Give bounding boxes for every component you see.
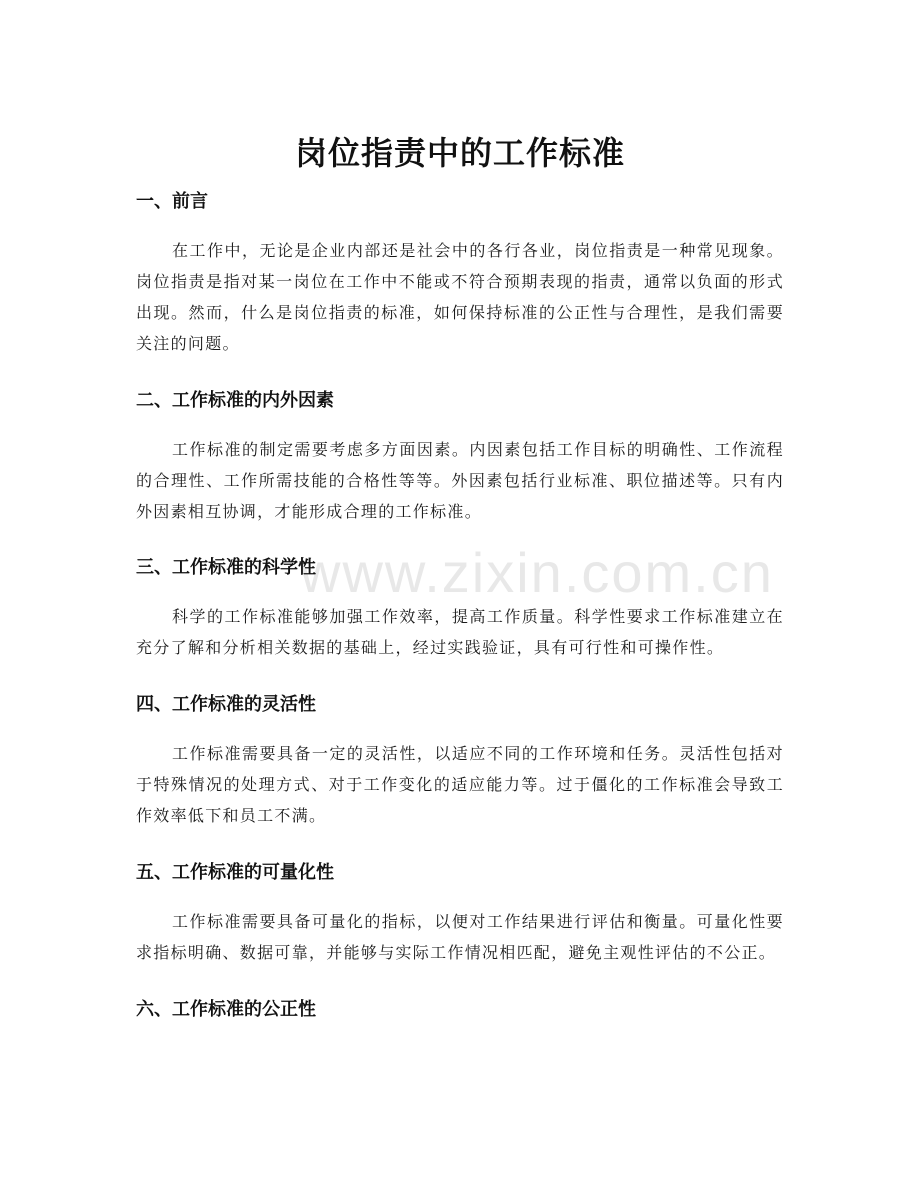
section-internal-external-factors (136, 382, 784, 527)
section-paragraph: 科学的工作标准能够加强工作效率，提高工作质量。科学性要求工作标准建立在充分了解和分析相关数据的基础上，经过实践验证，具有可行性和可操作性。 (136, 607, 784, 657)
section-quantifiable (136, 854, 784, 968)
section-preface (136, 183, 784, 359)
watermark-text: www.zixin.com.cn (300, 541, 774, 604)
section-scientific (136, 549, 784, 663)
section-heading: 一、前言 (136, 191, 208, 212)
section-paragraph: 工作标准需要具备一定的灵活性，以适应不同的工作环境和任务。灵活性包括对于特殊情况的处理方式、对于工作变化的适应能力等。过于僵化的工作标准会导致工作效率低下和员工不满。 (136, 744, 784, 825)
document-body (136, 183, 784, 1029)
section-paragraph: 工作标准的制定需要考虑多方面因素。内因素包括工作目标的明确性、工作流程的合理性、工作所需技能的合格性等等。外因素包括行业标准、职位描述等。只有内外因素相互协调，才能形成合理的工作标准。 (136, 440, 784, 521)
section-heading: 二、工作标准的内外因素 (136, 390, 334, 411)
section-heading: 六、工作标准的公正性 (136, 999, 316, 1020)
section-paragraph: 在工作中，无论是企业内部还是社会中的各行各业，岗位指责是一种常见现象。岗位指责是指对某一岗位在工作中不能或不符合预期表现的指责，通常以负面的形式出现。然而，什么是岗位指责的标准，如何保持标准的公正性与合理性，是我们需要关注的问题。 (136, 241, 784, 353)
section-heading: 五、工作标准的可量化性 (136, 862, 334, 883)
document-title: 岗位指责中的工作标准 (294, 134, 625, 173)
section-heading: 四、工作标准的灵活性 (136, 694, 316, 715)
section-paragraph: 工作标准需要具备可量化的指标，以便对工作结果进行评估和衡量。可量化性要求指标明确、数据可靠，并能够与实际工作情况相匹配，避免主观性评估的不公正。 (136, 912, 784, 962)
section-flexibility (136, 686, 784, 831)
section-fairness (136, 991, 784, 1029)
section-heading: 三、工作标准的科学性 (136, 557, 316, 578)
